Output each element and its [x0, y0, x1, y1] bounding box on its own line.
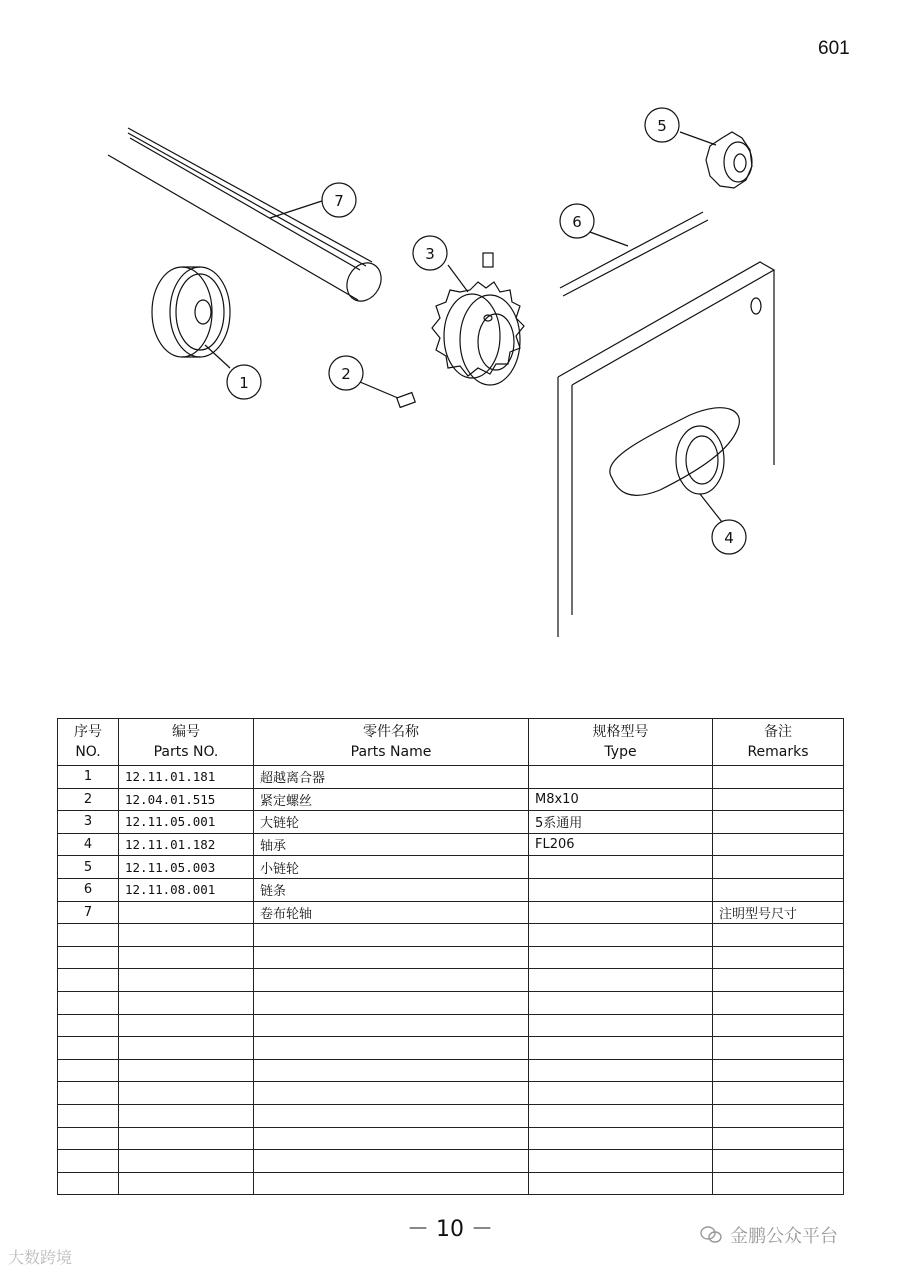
- cell-type: [529, 1014, 713, 1037]
- cell-no: [58, 1127, 119, 1150]
- cell-remarks: [713, 878, 844, 901]
- table-row: [58, 924, 844, 947]
- callout-label-7: 7: [334, 192, 344, 210]
- cell-remarks: [713, 1037, 844, 1060]
- watermark-right-text: 金鹏公众平台: [730, 1226, 838, 1247]
- cell-remarks: [713, 1059, 844, 1082]
- cell-part-no: [119, 1014, 254, 1037]
- cell-no: [58, 1104, 119, 1127]
- table-row: [58, 1037, 844, 1060]
- wechat-icon: [700, 1226, 722, 1244]
- table-row: [58, 969, 844, 992]
- callout-label-5: 5: [657, 117, 667, 135]
- header-remarks: 备注 Remarks: [713, 719, 844, 766]
- table-row: [58, 766, 844, 789]
- table-row: [58, 1014, 844, 1037]
- table-row: [58, 1082, 844, 1105]
- cell-remarks: [713, 766, 844, 789]
- cell-part-no: 12.11.05.001: [119, 811, 254, 834]
- cell-name: [254, 924, 529, 947]
- cell-name: [254, 1150, 529, 1173]
- callout-label-3: 3: [425, 245, 435, 263]
- cell-type: [529, 1059, 713, 1082]
- cell-no: 1: [58, 766, 119, 789]
- cell-remarks: [713, 1014, 844, 1037]
- cell-remarks: [713, 924, 844, 947]
- cell-name: [254, 1127, 529, 1150]
- cell-no: 4: [58, 833, 119, 856]
- cell-part-no: [119, 901, 254, 924]
- cell-remarks: [713, 1150, 844, 1173]
- cell-type: [529, 1172, 713, 1195]
- cell-no: [58, 1082, 119, 1105]
- cell-part-no: [119, 1059, 254, 1082]
- cell-name: 紧定螺丝: [254, 788, 529, 811]
- table-row: [58, 856, 844, 879]
- cell-name: [254, 991, 529, 1014]
- table-row: [58, 1059, 844, 1082]
- cell-part-no: [119, 946, 254, 969]
- cell-remarks: [713, 833, 844, 856]
- cell-type: [529, 856, 713, 879]
- cell-name: [254, 946, 529, 969]
- cell-part-no: [119, 1082, 254, 1105]
- callout-label-6: 6: [572, 213, 582, 231]
- setscrew-drawing: [360, 253, 493, 407]
- cell-type: [529, 1127, 713, 1150]
- cell-part-no: [119, 924, 254, 947]
- table-row: [58, 1127, 844, 1150]
- cell-name: [254, 1014, 529, 1037]
- cell-name: 轴承: [254, 833, 529, 856]
- cell-no: [58, 1150, 119, 1173]
- cell-name: [254, 1037, 529, 1060]
- cell-part-no: [119, 1104, 254, 1127]
- cell-type: M8x10: [529, 788, 713, 811]
- table-row: [58, 1104, 844, 1127]
- cell-name: [254, 1172, 529, 1195]
- cell-type: 5系通用: [529, 811, 713, 834]
- cell-part-no: [119, 1127, 254, 1150]
- cell-name: 卷布轮轴: [254, 901, 529, 924]
- page-number: － 10 －: [407, 1217, 493, 1242]
- cell-part-no: [119, 1172, 254, 1195]
- cell-no: [58, 969, 119, 992]
- cell-type: FL206: [529, 833, 713, 856]
- cell-no: 5: [58, 856, 119, 879]
- callout-label-1: 1: [239, 374, 249, 392]
- cell-remarks: [713, 1082, 844, 1105]
- table-row: [58, 1172, 844, 1195]
- watermark-right: [700, 1222, 838, 1248]
- cell-no: [58, 1059, 119, 1082]
- table-row: [58, 946, 844, 969]
- table-row: [58, 811, 844, 834]
- header-parts-name: 零件名称 Parts Name: [254, 719, 529, 766]
- cell-part-no: [119, 1037, 254, 1060]
- clutch-drawing: [152, 267, 230, 368]
- cell-name: 超越离合器: [254, 766, 529, 789]
- cell-no: 6: [58, 878, 119, 901]
- panel-drawing: [558, 262, 774, 637]
- cell-type: [529, 946, 713, 969]
- bearing-drawing: [610, 408, 740, 522]
- cell-name: [254, 1059, 529, 1082]
- table-row: [58, 901, 844, 924]
- header-parts-no: 编号 Parts NO.: [119, 719, 254, 766]
- cell-name: 大链轮: [254, 811, 529, 834]
- cell-no: 3: [58, 811, 119, 834]
- cell-type: [529, 901, 713, 924]
- cell-remarks: [713, 991, 844, 1014]
- cell-remarks: [713, 946, 844, 969]
- parts-table-body: [58, 766, 844, 1195]
- parts-table: [57, 718, 844, 1195]
- big-sprocket-drawing: [432, 265, 524, 385]
- table-row: [58, 833, 844, 856]
- cell-type: [529, 924, 713, 947]
- cell-no: [58, 1037, 119, 1060]
- cell-part-no: 12.04.01.515: [119, 788, 254, 811]
- small-sprocket-drawing: [680, 132, 752, 188]
- cell-remarks: [713, 1104, 844, 1127]
- table-row: [58, 991, 844, 1014]
- shaft-drawing: [108, 128, 388, 307]
- watermark-left: [8, 1245, 72, 1268]
- cell-no: [58, 946, 119, 969]
- cell-part-no: [119, 969, 254, 992]
- watermark-left-text: 大数跨境: [8, 1248, 73, 1267]
- table-header-row: [58, 719, 844, 766]
- cell-part-no: 12.11.01.181: [119, 766, 254, 789]
- cell-no: [58, 991, 119, 1014]
- cell-name: 小链轮: [254, 856, 529, 879]
- callout-label-4: 4: [724, 529, 734, 547]
- cell-type: [529, 1104, 713, 1127]
- cell-name: 链条: [254, 878, 529, 901]
- table-row: [58, 1150, 844, 1173]
- cell-name: [254, 969, 529, 992]
- cell-remarks: [713, 811, 844, 834]
- cell-no: 2: [58, 788, 119, 811]
- cell-remarks: [713, 1127, 844, 1150]
- cell-name: [254, 1104, 529, 1127]
- page-code: 601: [818, 38, 850, 59]
- cell-name: [254, 1082, 529, 1105]
- table-row: [58, 788, 844, 811]
- cell-part-no: [119, 1150, 254, 1173]
- cell-no: [58, 1172, 119, 1195]
- cell-type: [529, 1082, 713, 1105]
- cell-remarks: [713, 856, 844, 879]
- header-type: 规格型号 Type: [529, 719, 713, 766]
- cell-part-no: [119, 991, 254, 1014]
- cell-remarks: 注明型号尺寸: [713, 901, 844, 924]
- cell-no: [58, 1014, 119, 1037]
- callout-label-2: 2: [341, 365, 351, 383]
- cell-part-no: 12.11.08.001: [119, 878, 254, 901]
- cell-no: [58, 924, 119, 947]
- header-no: 序号 NO.: [58, 719, 119, 766]
- cell-type: [529, 1150, 713, 1173]
- table-row: [58, 878, 844, 901]
- exploded-parts-drawing: [0, 80, 900, 660]
- cell-type: [529, 1037, 713, 1060]
- cell-remarks: [713, 788, 844, 811]
- cell-type: [529, 766, 713, 789]
- cell-type: [529, 878, 713, 901]
- cell-part-no: 12.11.01.182: [119, 833, 254, 856]
- cell-type: [529, 969, 713, 992]
- cell-remarks: [713, 1172, 844, 1195]
- cell-remarks: [713, 969, 844, 992]
- cell-part-no: 12.11.05.003: [119, 856, 254, 879]
- cell-type: [529, 991, 713, 1014]
- cell-no: 7: [58, 901, 119, 924]
